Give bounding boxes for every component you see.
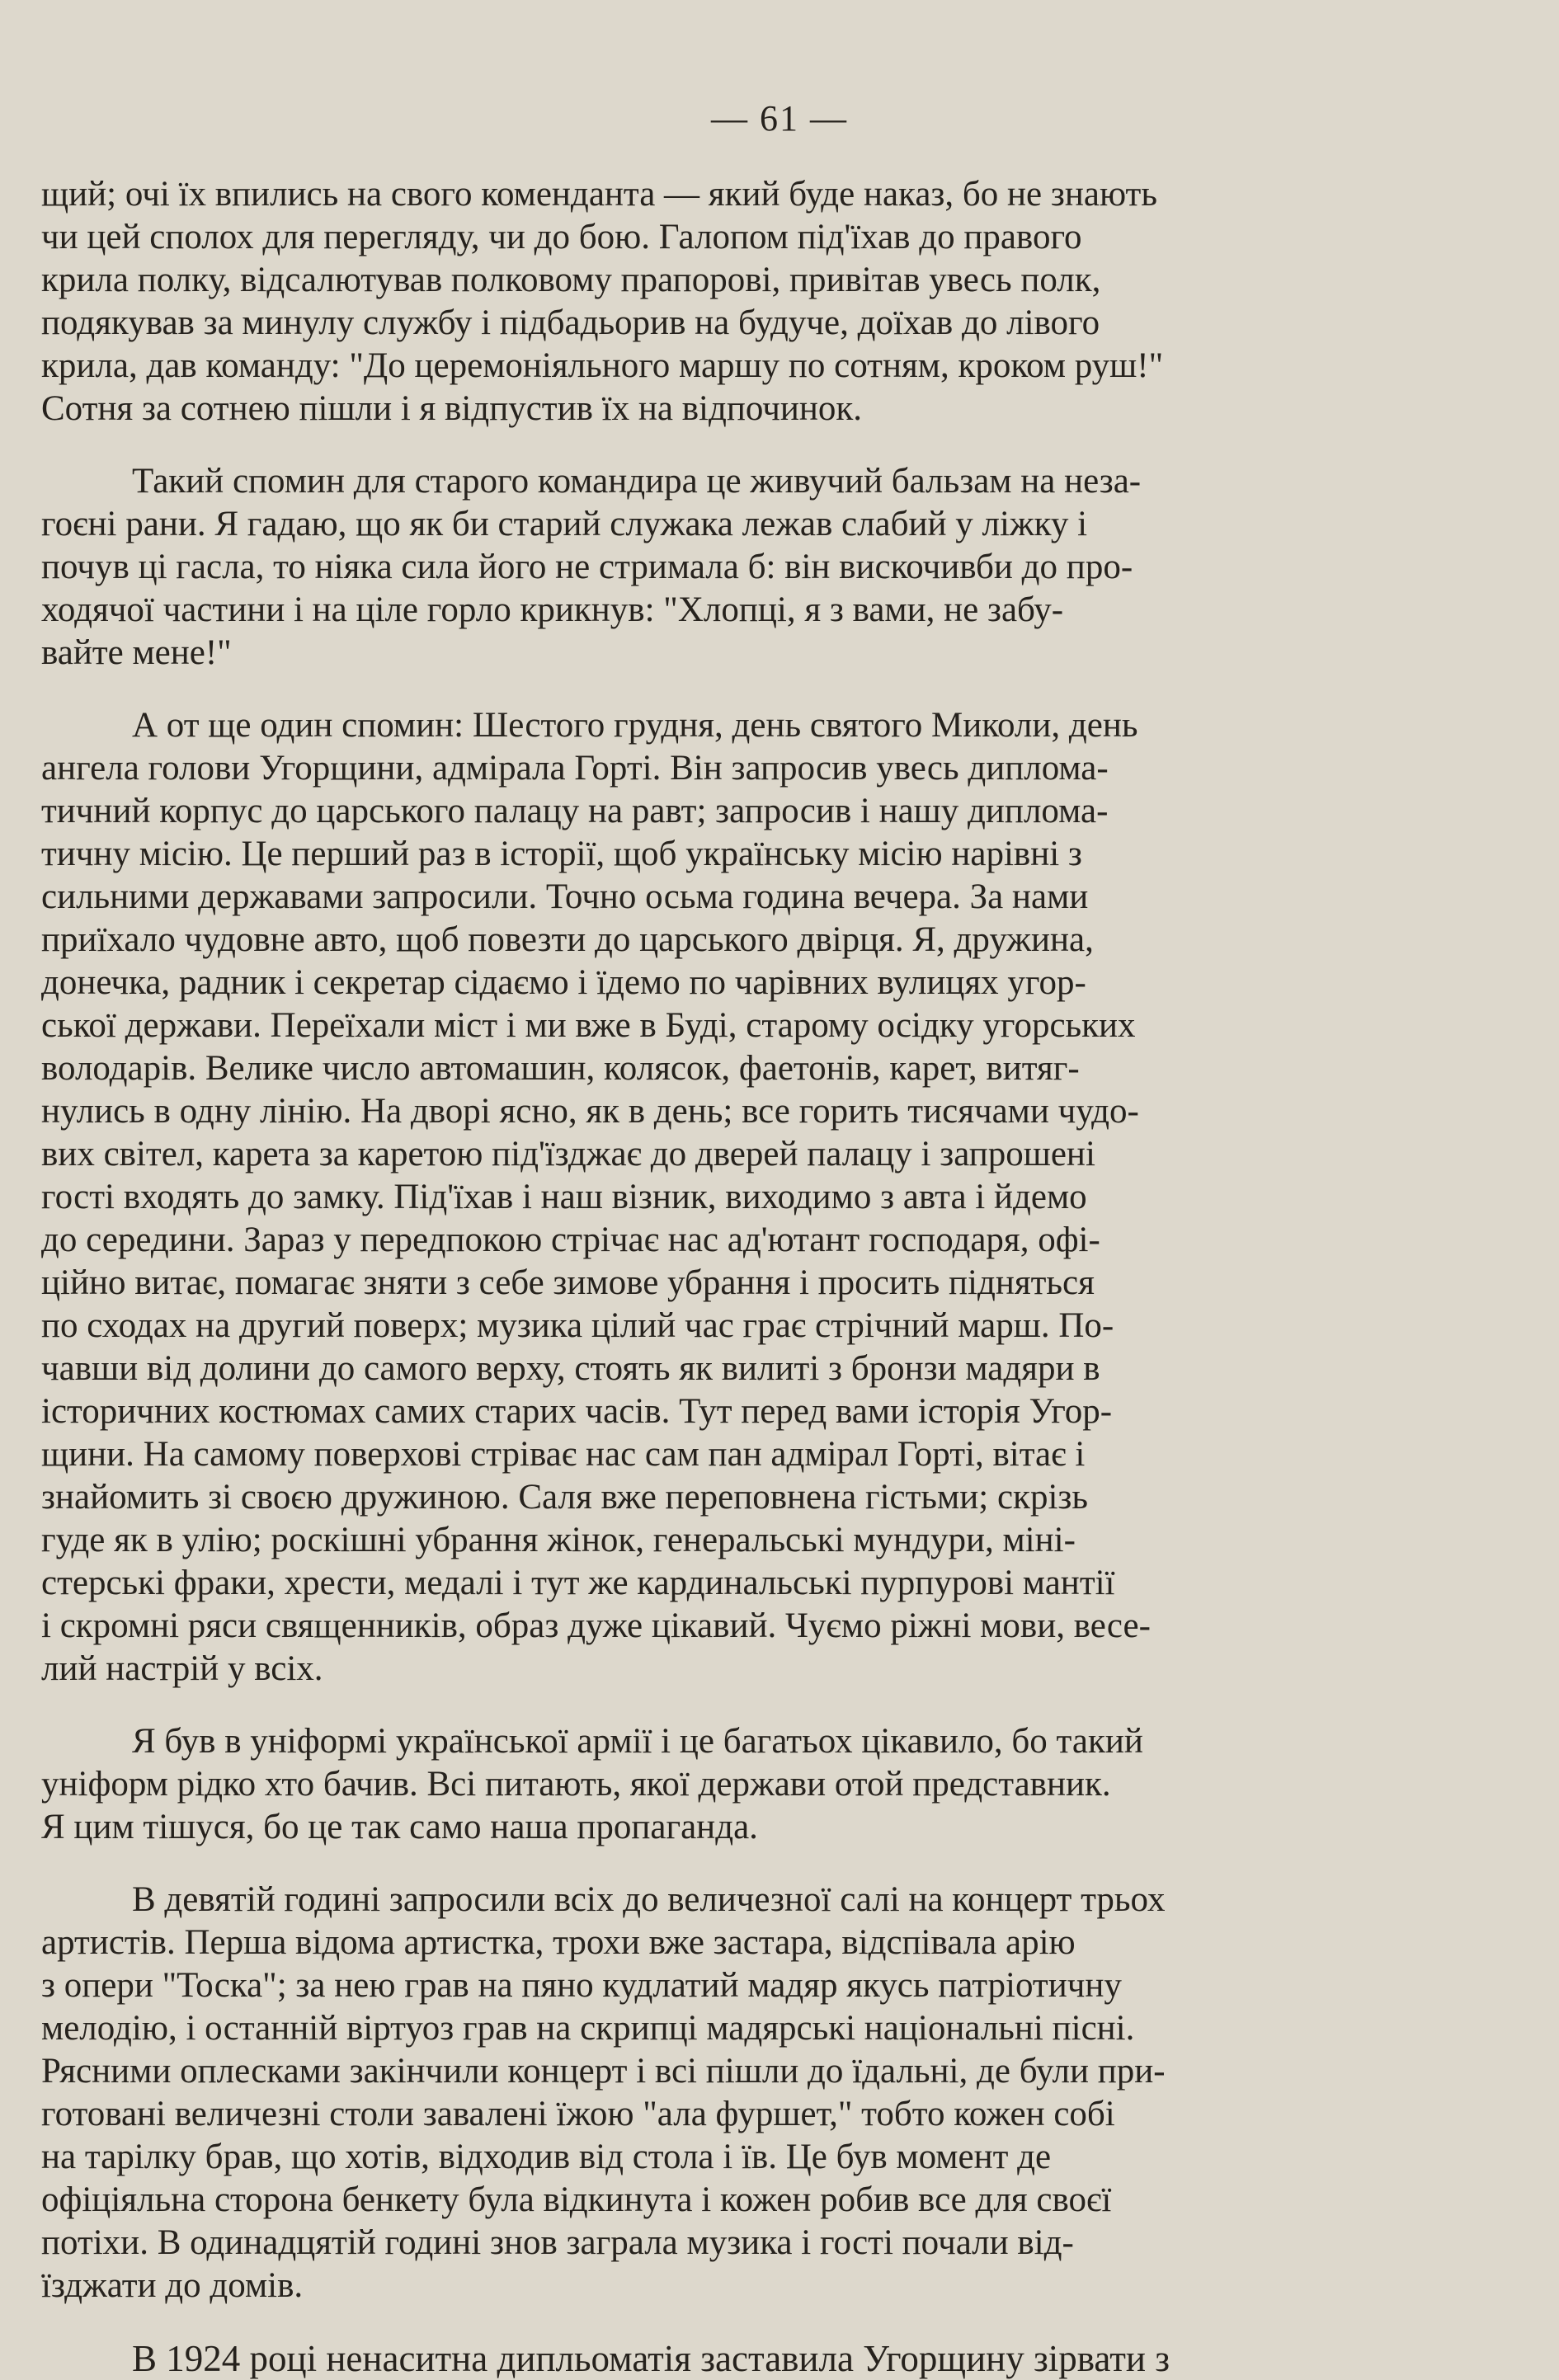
text-line: ційно витає, помагає зняти з себе зимове убрання і просить підняться <box>41 1263 1095 1302</box>
paragraph <box>41 704 1518 1691</box>
text-line: історичних костюмах самих старих часів. Тут перед вами історія Угор- <box>41 1392 1113 1431</box>
text-line: по сходах на другий поверх; музика цілий час грає стрічний марш. По- <box>41 1306 1114 1345</box>
text-line: вайте мене!" <box>41 633 232 672</box>
text-line: тичну місію. Це перший раз в історії, щоб українську місію нарівні з <box>41 835 1082 873</box>
text-line: потіхи. В одинадцятій годині знов заграла музика і гості почали від- <box>41 2223 1074 2262</box>
text-line: гуде як в улію; роскішні убрання жінок, генеральські мундури, міні- <box>41 1521 1076 1559</box>
body-text <box>41 173 1518 2380</box>
text-line: сильними державами запросили. Точно осьма година вечера. За нами <box>41 877 1089 916</box>
paragraph <box>41 2337 1518 2380</box>
text-line: А от ще один спомин: Шестого грудня, день святого Миколи, день <box>132 706 1138 745</box>
text-line: крила полку, відсалютував полковому прапорові, привітав увесь полк, <box>41 261 1101 299</box>
paragraph <box>41 173 1518 430</box>
text-line: володарів. Велике число автомашин, колясок, фаетонів, карет, витяг- <box>41 1049 1080 1088</box>
text-line: ської держави. Переїхали міст і ми вже в Буді, старому осідку угорських <box>41 1006 1136 1045</box>
text-line: стерські фраки, хрести, медалі і тут же кардинальські пурпурові мантії <box>41 1564 1115 1602</box>
text-line: почув ці гасла, то ніяка сила його не стримала б: він вискочивби до про- <box>41 548 1133 586</box>
text-line: Сотня за сотнею пішли і я відпустив їх на відпочинок. <box>41 389 863 428</box>
paragraph <box>41 460 1518 675</box>
text-line: В девятій годині запросили всіх до величезної салі на концерт трьох <box>132 1880 1166 1919</box>
text-line: крила, дав команду: "До церемоніяльного маршу по сотням, кроком руш!" <box>41 346 1164 385</box>
text-line: Я цим тішуся, бо це так само наша пропаганда. <box>41 1808 758 1846</box>
text-line: Такий спомин для старого командира це живучий бальзам на неза- <box>132 462 1142 501</box>
text-line: і скромні ряси священників, образ дуже цікавий. Чуємо ріжні мови, весе- <box>41 1606 1151 1645</box>
text-line: чи цей сполох для перегляду, чи до бою. Галопом під'їхав до правого <box>41 218 1082 256</box>
text-line: щини. На самому поверхові стріває нас сам пан адмірал Горті, вітає і <box>41 1435 1086 1474</box>
text-line: подякував за минулу службу і підбадьорив на будуче, доїхав до лівого <box>41 303 1100 342</box>
text-line: уніформ рідко хто бачив. Всі питають, якої держави отой представник. <box>41 1765 1111 1804</box>
text-line: знайомить зі своєю дружиною. Саля вже переповнена гістьми; скрізь <box>41 1478 1088 1517</box>
text-line: В 1924 році ненаситна дипльоматія заставила Угорщину зірвати з <box>132 2338 1170 2379</box>
text-line: Я був в уніформі української армії і це багатьох цікавило, бо такий <box>132 1722 1143 1761</box>
text-line: нулись в одну лінію. На дворі ясно, як в день; все горить тисячами чудо- <box>41 1092 1139 1131</box>
text-line: артистів. Перша відома артистка, трохи вже застара, відспівала арію <box>41 1923 1076 1962</box>
text-line: ходячої частини і на ціле горло крикнув: "Хлопці, я з вами, не забу- <box>41 590 1064 629</box>
paragraph <box>41 1720 1518 1849</box>
text-line: донечка, радник і секретар сідаємо і їдемо по чарівних вулицях угор- <box>41 963 1086 1002</box>
text-line: до середини. Зараз у передпокою стрічає нас ад'ютант господаря, офі- <box>41 1221 1100 1259</box>
text-line: мелодію, і останній віртуоз грав на скрипці мадярські національні пісні. <box>41 2009 1135 2048</box>
text-line: тичний корпус до царського палацу на равт; запросив і нашу диплома- <box>41 792 1109 830</box>
text-line: щий; очі їх впились на свого коменданта — який буде наказ, бо не знають <box>41 175 1157 214</box>
text-line: гоєні рани. Я гадаю, що як би старий служака лежав слабий у ліжку і <box>41 505 1088 543</box>
text-line: готовані величезні столи завалені їжою "ала фуршет," тобто кожен собі <box>41 2095 1115 2133</box>
paragraph <box>41 1879 1518 2307</box>
page-number: — 61 — <box>711 98 848 139</box>
text-line: Рясними оплесками закінчили концерт і всі пішли до їдальні, де були при- <box>41 2052 1166 2091</box>
text-line: лий настрій у всіх. <box>41 1649 323 1688</box>
text-line: з опери "Тоска"; за нею грав на пяно кудлатий мадяр якусь патріотичну <box>41 1966 1122 2005</box>
text-line: офіціяльна сторона бенкету була відкинута і кожен робив все для своєї <box>41 2180 1112 2219</box>
text-line: їзджати до домів. <box>41 2266 304 2305</box>
text-line: на тарілку брав, що хотів, відходив від стола і їв. Це був момент де <box>41 2138 1052 2176</box>
text-line: чавши від долини до самого верху, стоять як вилиті з бронзи мадяри в <box>41 1349 1100 1388</box>
text-line: ангела голови Угорщини, адмірала Горті. Він запросив увесь диплома- <box>41 749 1109 788</box>
text-line: приїхало чудовне авто, щоб повезти до царського двірця. Я, дружина, <box>41 920 1094 959</box>
text-line: вих світел, карета за каретою під'їзджає до дверей палацу і запрошені <box>41 1135 1095 1174</box>
text-line: гості входять до замку. Під'їхав і наш візник, виходимо з авта і йдемо <box>41 1178 1087 1216</box>
